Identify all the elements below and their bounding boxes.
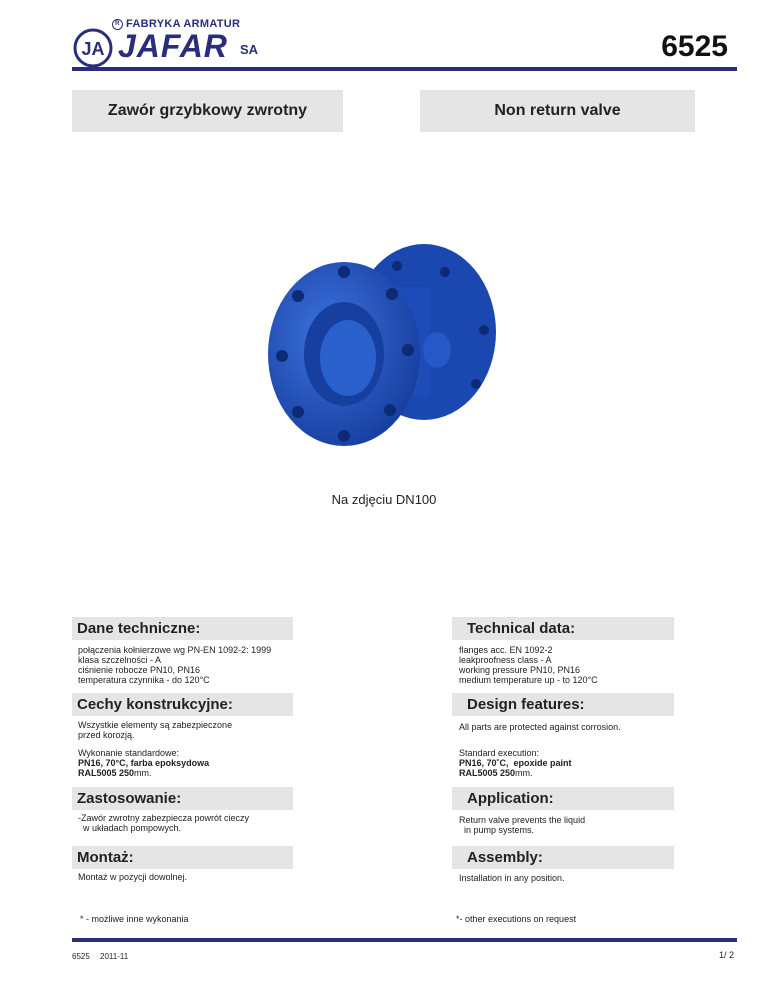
- brand-top-text: FABRYKA ARMATUR: [126, 18, 241, 30]
- standard-spec: PN16, 70˚C, epoxide paint: [459, 758, 572, 768]
- section-title-application-pl: Zastosowanie:: [72, 787, 293, 810]
- standard-unit: mm.: [134, 768, 152, 778]
- standard-unit: mm.: [515, 768, 533, 778]
- text-line: flanges acc. EN 1092-2: [459, 645, 553, 655]
- text-line: medium temperature up - to 120°C: [459, 675, 598, 685]
- text-line: klasa szczelności - A: [78, 655, 162, 665]
- document-number: 6525: [661, 30, 728, 63]
- title-polish: Zawór grzybkowy zwrotny: [72, 90, 343, 132]
- text-line: Installation in any position.: [459, 873, 565, 883]
- assembly-en-text: [459, 873, 739, 883]
- text-line: Montaż w pozycji dowolnej.: [78, 872, 188, 882]
- note-english: *- other executions on request: [456, 914, 577, 924]
- footer-date: 2011-11: [100, 952, 129, 961]
- text-line: All parts are protected against corrosion.: [459, 722, 621, 732]
- standard-color: RAL5005 250: [78, 768, 135, 778]
- section-title-tech-pl: Dane techniczne:: [72, 617, 293, 640]
- section-title-assembly-pl: Montaż:: [72, 846, 293, 869]
- company-logo: [72, 18, 282, 68]
- title-english: Non return valve: [420, 90, 695, 132]
- footer-divider: [72, 938, 737, 942]
- design-en-text: [459, 722, 739, 732]
- text-line: ciśnienie robocze PN10, PN16: [78, 665, 201, 675]
- page-number: 1/ 2: [718, 950, 734, 960]
- standard-spec: PN16, 70°C, farba epoksydowa: [78, 758, 210, 768]
- text-line: w układach pompowych.: [78, 823, 182, 833]
- text-line: Wszystkie elementy są zabezpieczone: [78, 720, 233, 730]
- text-line: in pump systems.: [459, 825, 535, 835]
- text-line: połączenia kołnierzowe wg PN-EN 1092-2: 1999: [78, 645, 272, 655]
- footer-code: 6525: [72, 952, 90, 961]
- note-polish: * - możliwe inne wykonania: [80, 914, 189, 924]
- standard-label: Standard execution:: [459, 748, 540, 758]
- text-line: -Zawór zwrotny zabezpiecza powrót cieczy: [78, 813, 250, 823]
- logo-ja-mark-icon: [72, 28, 114, 68]
- application-pl-text: [78, 813, 378, 833]
- standard-pl-text: [78, 748, 378, 778]
- text-line: leakproofness class - A: [459, 655, 552, 665]
- design-pl-text: [78, 720, 378, 740]
- text-line: temperatura czynnika - do 120°C: [78, 675, 210, 685]
- text-line: przed korozją.: [78, 730, 135, 740]
- text-line: working pressure PN10, PN16: [459, 665, 581, 675]
- section-title-assembly-en: Assembly:: [452, 846, 674, 869]
- header-divider: [72, 67, 737, 71]
- standard-en-text: [459, 748, 739, 778]
- svg-text:JA: JA: [81, 39, 105, 59]
- brand-suffix: SA: [240, 42, 259, 57]
- tech-en-text: [459, 645, 739, 685]
- text-line: Return valve prevents the liquid: [459, 815, 586, 825]
- section-title-design-pl: Cechy konstrukcyjne:: [72, 693, 293, 716]
- valve-photo: [262, 232, 502, 462]
- application-en-text: [459, 815, 739, 835]
- standard-label: Wykonanie standardowe:: [78, 748, 179, 758]
- assembly-pl-text: [78, 872, 378, 882]
- section-title-design-en: Design features:: [452, 693, 674, 716]
- section-title-application-en: Application:: [452, 787, 674, 810]
- tech-pl-text: [78, 645, 378, 685]
- brand-name: JAFAR: [118, 28, 228, 64]
- section-title-tech-en: Technical data:: [452, 617, 674, 640]
- standard-color: RAL5005 250: [459, 768, 516, 778]
- photo-caption: Na zdjęciu DN100: [331, 492, 437, 507]
- registered-icon: R: [112, 19, 123, 30]
